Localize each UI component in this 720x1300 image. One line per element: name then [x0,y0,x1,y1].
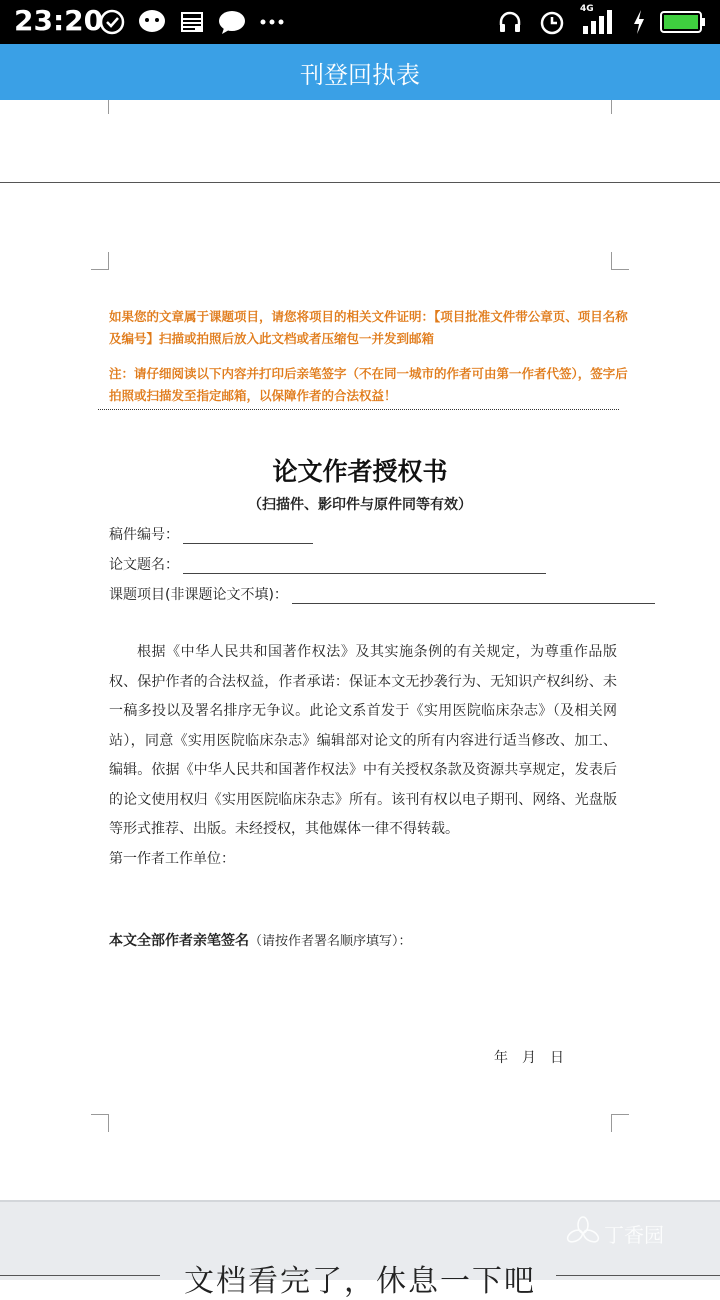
project-label: 课题项目(非课题论文不填)： [109,587,288,603]
battery-icon [660,8,706,36]
alarm-icon [538,8,566,36]
signal-icon [580,4,618,36]
document-subtitle: （扫描件、影印件与原件同等有效） [248,497,472,513]
signature-note: 注：请仔细阅读以下内容并打印后亲笔签字（不在同一城市的作者可由第一作者代签），签字后拍照或扫描发至指定邮箱，以保障作者的合法权益！ [109,366,628,403]
document-title: 论文作者授权书 [272,457,448,486]
wechat-icon [138,8,166,36]
page-corner-mark [91,1114,109,1132]
signature-hint: （请按作者署名顺序填写）： [249,934,412,949]
charging-icon [632,8,646,36]
nav-bar [0,44,720,100]
signature-label: 本文全部作者亲笔签名 [109,933,249,949]
status-notifications [98,8,286,36]
dotted-divider [98,409,619,410]
status-system-icons [496,4,706,36]
authorization-paragraph: 根据《中华人民共和国著作权法》及其实施条例的有关规定，为尊重作品版权、保护作者的合法权益，作者承诺：保证本文无抄袭行为、无知识产权纠纷、未一稿多投以及署名排序无争议。此论文系首发于《实用医院临床杂志》（及相关网站），同意《实用医院临床杂志》编辑部对论文的所有内容进行适当修改、加工、编辑。依据《中华人民共和国著作权法》中有关授权条款及资源共享规定，发表后的论文使用权归《实用医院临床杂志》所有。该刊有权以电子期刊、网络、光盘版等形式推荐、出版。未经授权，其他媒体一律不得转载。 [109,644,617,837]
status-bar [0,0,720,44]
check-circle-icon [98,8,126,36]
page-corner-mark [611,1114,629,1132]
status-time: 23:20 [14,4,104,37]
paper-title-field [109,554,546,574]
signature-line [109,930,412,950]
paper-title-line [183,558,546,574]
watermark-text: 丁香园 [604,1222,664,1247]
news-icon [178,8,206,36]
page-corner-mark [91,100,109,114]
manuscript-number-field [109,524,313,544]
network-type: 4G [580,4,594,14]
flower-logo-icon [566,1216,600,1250]
manuscript-number-label: 稿件编号： [109,527,179,543]
authorization-text [109,638,617,874]
message-icon [218,8,246,36]
page-corner-mark [91,252,109,270]
paper-title-label: 论文题名： [109,557,179,573]
page-corner-mark [611,252,629,270]
headphones-icon [496,8,524,36]
page-separator [0,182,720,183]
project-note: 如果您的文章属于课题项目，请您将项目的相关文件证明：【项目批准文件带公章页、项目名称及编号】扫描或拍照后放入此文档或者压缩包一并发到邮箱 [109,309,628,346]
date-field: 年 月 日 [494,1050,564,1066]
first-author-unit-label: 第一作者工作单位： [109,850,235,867]
more-icon [258,8,286,36]
project-line [292,588,655,604]
document-viewer[interactable] [0,100,720,1200]
manuscript-number-line [183,528,313,544]
end-of-document-message: 文档看完了，休息一下吧 [184,1264,536,1299]
page-title: 刊登回执表 [300,60,420,89]
watermark [566,1216,664,1250]
project-field [109,584,655,604]
page-corner-mark [611,100,629,114]
